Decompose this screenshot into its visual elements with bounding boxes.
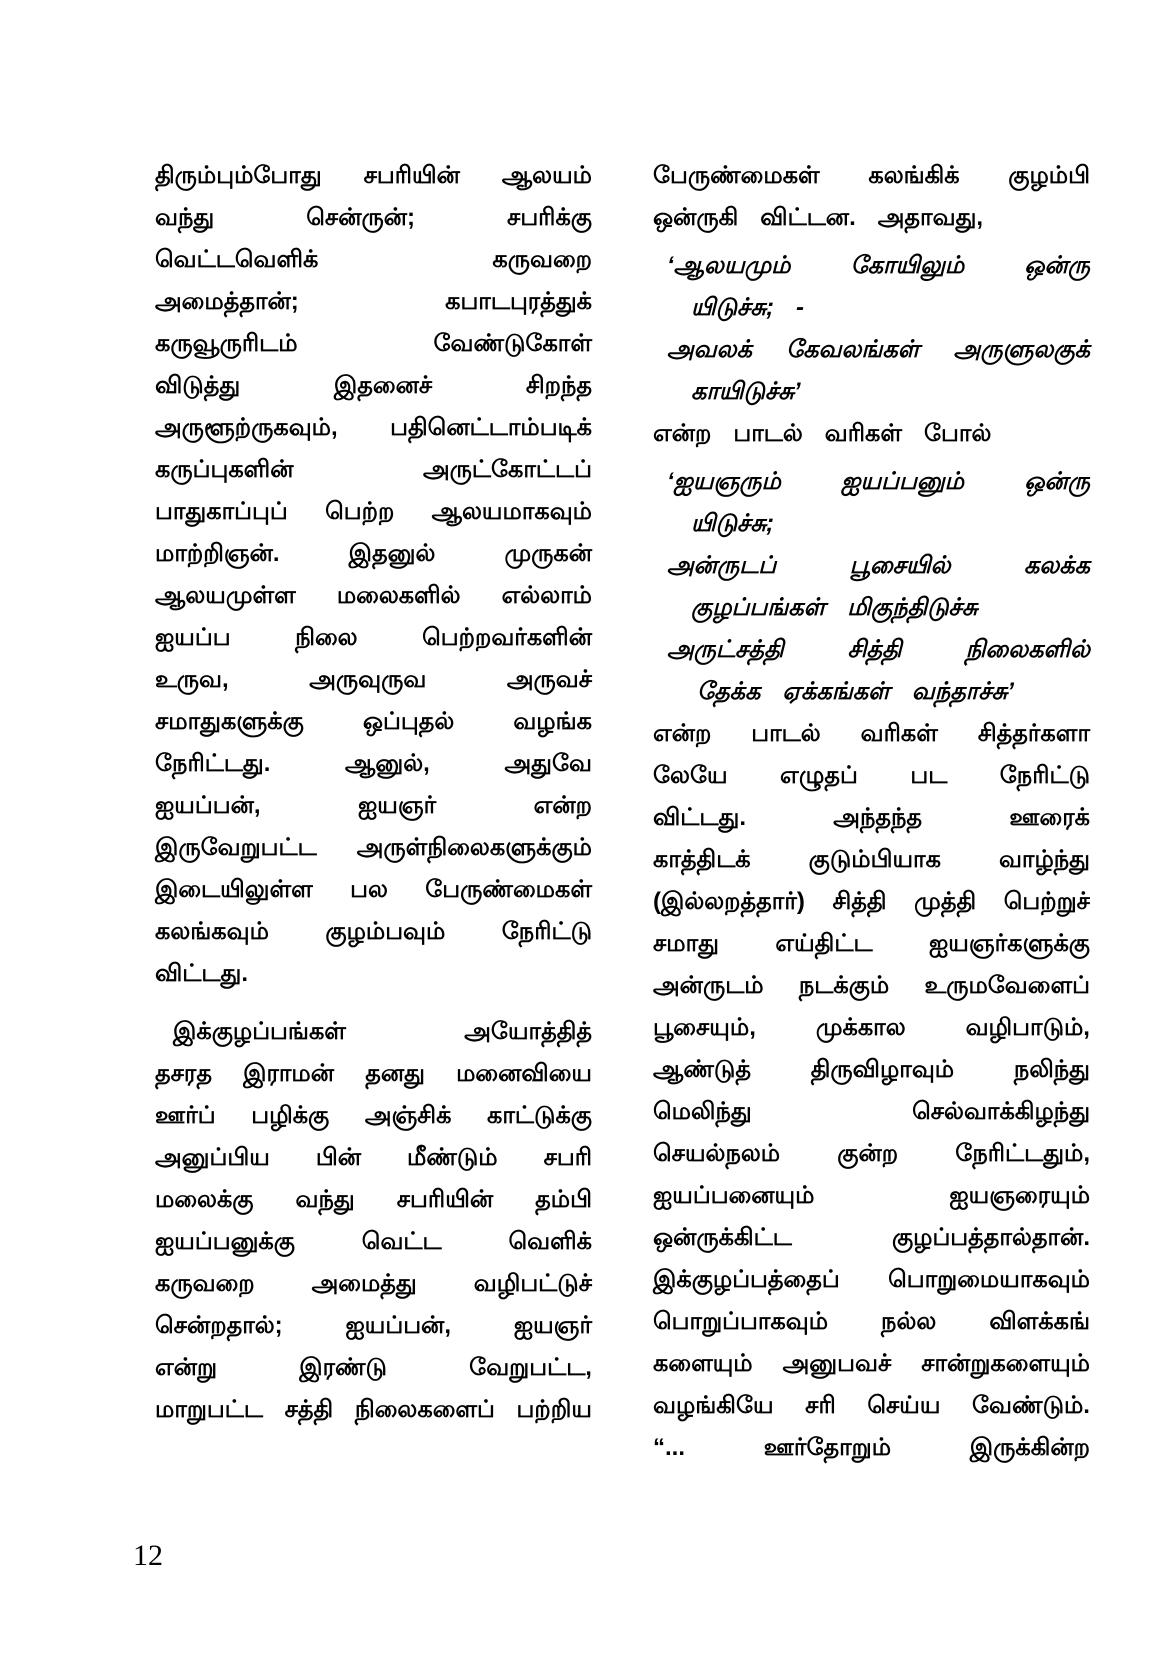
word: அருள்நிலைகளுக்கும் <box>356 834 592 861</box>
word: என்ற <box>653 720 712 747</box>
word: மனைவியை <box>456 1060 592 1087</box>
word: வழங்கியே <box>653 1392 774 1419</box>
text-line <box>653 197 1090 239</box>
word: - <box>796 294 804 321</box>
word: மலைகளில் <box>336 582 461 609</box>
text-line <box>155 533 592 575</box>
word: ஐயப்பன், <box>345 1312 451 1339</box>
word: தேக்க <box>697 678 761 705</box>
word: சமாது <box>653 930 719 957</box>
word: அன்ருடப் <box>667 552 777 579</box>
text-line <box>155 197 592 239</box>
text-line <box>155 155 592 197</box>
text-line <box>653 1091 1090 1133</box>
text-line <box>155 1221 592 1263</box>
word: சமாதுகளுக்கு <box>155 708 304 735</box>
word: திரும்பும்போது <box>155 162 322 189</box>
text-line <box>653 1301 1090 1343</box>
text-line <box>653 1049 1090 1091</box>
word: நடக்கும் <box>798 972 890 999</box>
word: எழுதப் <box>780 762 858 789</box>
text-line <box>653 797 1090 839</box>
word: நிலைகளைப் <box>354 1396 495 1423</box>
word: சரி <box>805 1392 836 1419</box>
word: குழப்பங்கள் <box>691 594 826 621</box>
word: ஊரைக் <box>1009 804 1090 831</box>
word: திருவிழாவும் <box>810 1056 955 1083</box>
word: ‘ஐயஞரும் <box>667 468 781 495</box>
word: கருவறை <box>155 1270 255 1297</box>
text-line <box>653 1133 1090 1175</box>
word: அருவச் <box>506 666 592 693</box>
word: ஊர்தோறும் <box>763 1434 892 1461</box>
word: அருட்சத்தி <box>667 636 784 663</box>
word: பூசையும், <box>653 1014 756 1041</box>
word: சபரி <box>543 1144 592 1171</box>
verse-line <box>653 587 1090 629</box>
word: வேண்டும். <box>972 1392 1090 1419</box>
text-line <box>155 575 592 617</box>
word: அருட்கோட்டப் <box>422 456 592 483</box>
word: கோயிலும் <box>850 252 965 279</box>
word: வந்து <box>155 204 215 231</box>
word: ஏக்கங்கள் <box>782 678 890 705</box>
word: அருளுலகுக் <box>953 336 1090 363</box>
verse-line <box>653 461 1090 503</box>
word: (இல்லறத்தார்) <box>653 888 805 915</box>
verse-line <box>653 503 1090 545</box>
text-line <box>155 743 592 785</box>
word: குடும்பியாக <box>808 846 941 873</box>
word: ஆலயம் <box>501 162 592 189</box>
word: பெற்ற <box>325 498 395 525</box>
word: இக்குழப்பங்கள் <box>173 1018 346 1045</box>
word: மெலிந்து <box>653 1098 752 1125</box>
text-line <box>155 449 592 491</box>
word: பல <box>350 876 388 903</box>
word: களையும் <box>653 1350 753 1377</box>
word: ஐயஞர் <box>358 792 437 819</box>
word: கபாடபுரத்துக் <box>445 288 592 315</box>
word: வழிபட்டுச் <box>473 1270 592 1297</box>
word: வெட்டவெளிக் <box>155 246 319 273</box>
word: லேயே <box>653 762 728 789</box>
word: போல் <box>924 420 992 447</box>
word: கேவலங்கள் <box>786 336 920 363</box>
text-line <box>155 1305 592 1347</box>
text-line <box>155 365 592 407</box>
word: அமைத்து <box>311 1270 417 1297</box>
word: தசரத <box>155 1060 212 1087</box>
word: ஐயப்பன், <box>155 792 261 819</box>
word: ஆனுல், <box>345 750 430 777</box>
text-line <box>155 827 592 869</box>
word: அனுப்பிய <box>155 1144 270 1171</box>
text-line <box>155 1053 592 1095</box>
text-line <box>155 1179 592 1221</box>
word: விட்டது. <box>155 960 248 987</box>
text-line <box>653 713 1090 755</box>
word: உருமவேளைப் <box>924 972 1090 999</box>
word: ஒன்ருகி <box>653 204 739 231</box>
word: முத்தி <box>914 888 977 915</box>
word: பெற்றுச் <box>1003 888 1090 915</box>
text-line <box>155 1347 592 1389</box>
word: சபரியின் <box>363 162 460 189</box>
word: கருப்புகளின் <box>155 456 294 483</box>
word: அன்ருடம் <box>653 972 764 999</box>
word: வழிபாடும், <box>965 1014 1090 1041</box>
word: ஐயஞர்களுக்கு <box>928 930 1090 957</box>
verse-line <box>653 329 1090 371</box>
word: பெற்றவர்களின் <box>422 624 592 651</box>
word: கலங்கவும் <box>155 918 269 945</box>
word: வேண்டுகோள் <box>433 330 592 357</box>
text-line <box>155 1095 592 1137</box>
verse-line <box>653 629 1090 671</box>
word: ஒன்ருக்கிட்ட <box>653 1224 792 1251</box>
word: காத்திடக் <box>653 846 751 873</box>
word: அதாவது, <box>877 204 984 231</box>
word: விடுத்து <box>155 372 241 399</box>
word: பூசையில் <box>849 552 951 579</box>
text-line <box>653 839 1090 881</box>
word: இருவேறுபட்ட <box>155 834 317 861</box>
word: ஒன்ரு <box>1024 468 1090 495</box>
word: என்ற <box>533 792 592 819</box>
word: சிறந்த <box>525 372 592 399</box>
text-line <box>155 617 592 659</box>
word: “... <box>653 1434 686 1461</box>
paragraph-gap <box>155 995 592 1011</box>
text-line <box>155 785 592 827</box>
text-line <box>155 281 592 323</box>
word: ஆலயமாகவும் <box>431 498 592 525</box>
word: பேருண்மைகள் <box>425 876 592 903</box>
word: குழம்பவும் <box>325 918 446 945</box>
text-line <box>653 1175 1090 1217</box>
word: சித்தர்களா <box>977 720 1090 747</box>
word: அருவுருவ <box>309 666 427 693</box>
word: வந்தாச்சு’ <box>911 678 1014 705</box>
word: வழங்க <box>513 708 592 735</box>
word: அமைத்தான்; <box>155 288 299 315</box>
word: சபரியின் <box>396 1186 494 1213</box>
word: ஐயஞர் <box>513 1312 592 1339</box>
word: வேறுபட்ட, <box>469 1354 592 1381</box>
word: கலக்க <box>1024 552 1090 579</box>
left-text-column <box>155 155 592 1431</box>
text-line <box>155 239 592 281</box>
word: கலங்கிக் <box>868 162 960 189</box>
word: முக்கால <box>815 1014 906 1041</box>
word: வெட்ட <box>361 1228 442 1255</box>
text-line <box>653 965 1090 1007</box>
word: மாறுபட்ட <box>155 1396 263 1423</box>
word: மிகுந்திடுச்சு <box>847 594 978 621</box>
word: பதினெட்டாம்படிக் <box>390 414 592 441</box>
word: அந்தந்த <box>833 804 923 831</box>
word: நலிந்து <box>1013 1056 1090 1083</box>
word: நேரிட்டதும், <box>955 1140 1090 1167</box>
word: குழம்பி <box>1008 162 1090 189</box>
verse-line <box>653 371 1090 413</box>
word: தனது <box>365 1060 425 1087</box>
word: கருவூருரிடம் <box>155 330 298 357</box>
word: வரிகள் <box>824 420 903 447</box>
word: குன்ற <box>837 1140 899 1167</box>
text-line <box>653 1385 1090 1427</box>
right-text-column <box>653 155 1090 1469</box>
text-line <box>653 413 1090 455</box>
word: பாடல் <box>751 720 821 747</box>
word: பேருண்மைகள் <box>653 162 820 189</box>
word: சென்றதால்; <box>155 1312 283 1339</box>
text-line <box>155 911 592 953</box>
verse-line <box>653 545 1090 587</box>
word: சான்றுகளையும் <box>921 1350 1090 1377</box>
text-line <box>653 923 1090 965</box>
text-line <box>155 491 592 533</box>
word: குழப்பத்தால்தான். <box>891 1224 1090 1251</box>
text-line <box>653 155 1090 197</box>
word: யிடுச்சு; <box>691 294 774 321</box>
word: வரிகள் <box>860 720 938 747</box>
word: செயல்நலம் <box>653 1140 781 1167</box>
word: ஊர்ப் <box>155 1102 216 1129</box>
word: இதனைச் <box>333 372 433 399</box>
word: இதனுல் <box>348 540 436 567</box>
text-line <box>653 881 1090 923</box>
word: இருக்கின்ற <box>969 1434 1090 1461</box>
verse-line <box>653 671 1090 713</box>
word: மலைக்கு <box>155 1186 254 1213</box>
text-line <box>155 953 592 995</box>
text-line <box>155 1389 592 1431</box>
word: ஐயஞரையும் <box>949 1182 1090 1209</box>
word: சென்ருன்; <box>306 204 415 231</box>
page-number: 12 <box>133 1539 163 1572</box>
text-line <box>155 659 592 701</box>
word: பின் <box>315 1144 361 1171</box>
text-line <box>155 1011 592 1053</box>
word: அஞ்சிக் <box>364 1102 452 1129</box>
word: இராமன் <box>243 1060 335 1087</box>
verse-line <box>653 245 1090 287</box>
word: என்று <box>155 1354 218 1381</box>
word: முருகன் <box>504 540 592 567</box>
word: ஐயப்பனுக்கு <box>155 1228 295 1255</box>
word: சித்தி <box>847 636 902 663</box>
text-line <box>155 1137 592 1179</box>
text-line <box>653 1427 1090 1469</box>
word: பழிக்கு <box>251 1102 330 1129</box>
word: இரண்டு <box>299 1354 387 1381</box>
text-line <box>155 869 592 911</box>
word: ஆலயமுள்ள <box>155 582 296 609</box>
text-line <box>653 1007 1090 1049</box>
word: வந்து <box>295 1186 355 1213</box>
word: நேரிட்டு <box>501 918 592 945</box>
word: ஐயப்பனையும் <box>653 1182 815 1209</box>
word: அனுபவச் <box>782 1350 892 1377</box>
word: யிடுச்சு; <box>691 510 774 537</box>
word: செல்வாக்கிழந்து <box>912 1098 1090 1125</box>
word: நேரிட்டது. <box>155 750 271 777</box>
text-line <box>155 323 592 365</box>
word: கருவறை <box>492 246 592 273</box>
word: காயிடுச்சு’ <box>691 378 801 405</box>
word: விட்டன. <box>760 204 856 231</box>
word: எய்திட்ட <box>775 930 873 957</box>
word: வாழ்ந்து <box>998 846 1090 873</box>
word: அயோத்தித் <box>464 1018 592 1045</box>
word: பாடல் <box>733 420 803 447</box>
word: மீண்டும் <box>406 1144 498 1171</box>
word: பொறுப்பாகவும் <box>653 1308 829 1335</box>
word: என்ற <box>653 420 712 447</box>
word: அருளூற்ருகவும், <box>155 414 338 441</box>
word: சித்தி <box>832 888 887 915</box>
text-line <box>653 1217 1090 1259</box>
word: பற்றிய <box>516 1396 592 1423</box>
text-line <box>155 701 592 743</box>
word: அவலக் <box>667 336 752 363</box>
word: காட்டுக்கு <box>487 1102 592 1129</box>
word: நிலை <box>295 624 358 651</box>
word: நல்ல <box>881 1308 937 1335</box>
word: ஆண்டுத் <box>653 1056 751 1083</box>
word: ‘ஆலயமும் <box>667 252 791 279</box>
text-line <box>155 1263 592 1305</box>
word: சத்தி <box>284 1396 334 1423</box>
word: விட்டது. <box>653 804 746 831</box>
word: ஐயப்ப <box>155 624 231 651</box>
text-line <box>653 1343 1090 1385</box>
word: வெளிக் <box>508 1228 592 1255</box>
word: சபரிக்கு <box>507 204 592 231</box>
text-line <box>653 1259 1090 1301</box>
word: நிலைகளில் <box>965 636 1090 663</box>
word: விளக்கங் <box>989 1308 1090 1335</box>
text-line <box>653 755 1090 797</box>
word: மாற்றிஞன். <box>155 540 280 567</box>
word: செய்ய <box>867 1392 941 1419</box>
word: பாதுகாப்புப் <box>155 498 288 525</box>
word: உருவ, <box>155 666 229 693</box>
text-line <box>155 407 592 449</box>
word: நேரிட்டு <box>999 762 1090 789</box>
word: பட <box>910 762 948 789</box>
word: பொறுமையாகவும் <box>888 1266 1090 1293</box>
word: இடையிலுள்ள <box>155 876 313 903</box>
word: இக்குழப்பத்தைப் <box>653 1266 840 1293</box>
word: ஒப்புதல் <box>362 708 455 735</box>
word: அதுவே <box>504 750 592 777</box>
word: ஐயப்பனும் <box>841 468 964 495</box>
word: தம்பி <box>535 1186 592 1213</box>
word: எல்லாம் <box>501 582 592 609</box>
verse-line <box>653 287 1090 329</box>
word: ஒன்ரு <box>1024 252 1090 279</box>
